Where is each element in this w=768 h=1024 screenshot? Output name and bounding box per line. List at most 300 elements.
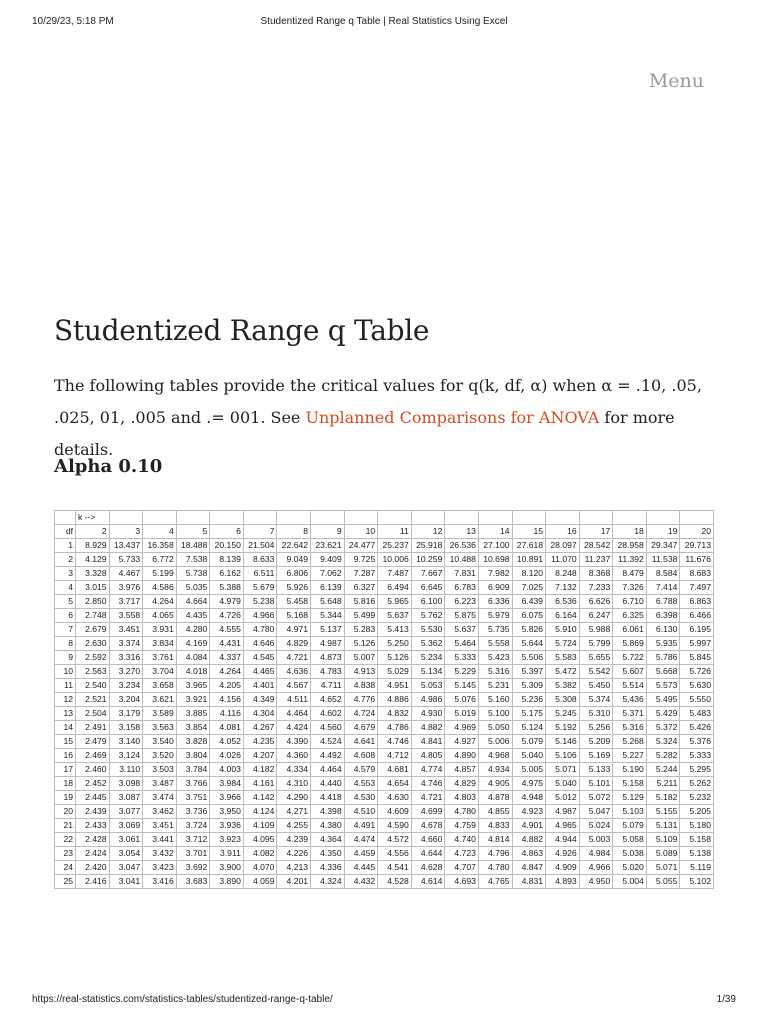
- q-value-cell: 4.560: [311, 721, 345, 735]
- q-value-cell: 3.316: [109, 651, 143, 665]
- unplanned-comparisons-link[interactable]: Unplanned Comparisons for ANOVA: [305, 408, 600, 427]
- q-value-cell: 5.362: [411, 637, 445, 651]
- q-value-cell: 5.583: [546, 651, 580, 665]
- q-value-cell: 4.350: [311, 847, 345, 861]
- table-empty-cell: [277, 511, 311, 525]
- q-value-cell: 9.049: [277, 553, 311, 567]
- k-header-cell: 13: [445, 525, 479, 539]
- q-value-cell: 3.751: [176, 791, 210, 805]
- table-row: [55, 805, 714, 819]
- q-value-cell: 6.247: [579, 609, 613, 623]
- table-row: [55, 581, 714, 595]
- q-value-cell: 3.724: [176, 819, 210, 833]
- q-value-cell: 4.070: [243, 861, 277, 875]
- q-value-cell: 3.717: [109, 595, 143, 609]
- q-value-cell: 4.646: [243, 637, 277, 651]
- q-value-cell: 5.376: [680, 735, 714, 749]
- q-value-cell: 4.693: [445, 875, 479, 889]
- df-cell: 4: [55, 581, 76, 595]
- q-value-cell: 4.968: [478, 749, 512, 763]
- q-value-cell: 11.237: [579, 553, 613, 567]
- q-value-cell: 4.746: [411, 777, 445, 791]
- q-value-cell: 21.504: [243, 539, 277, 553]
- q-value-cell: 4.267: [243, 721, 277, 735]
- table-empty-cell: [546, 511, 580, 525]
- q-value-cell: 4.528: [378, 875, 412, 889]
- q-value-cell: 5.020: [613, 861, 647, 875]
- q-value-cell: 4.572: [378, 833, 412, 847]
- q-value-cell: 3.140: [109, 735, 143, 749]
- q-value-cell: 5.101: [579, 777, 613, 791]
- q-value-cell: 3.328: [76, 567, 110, 581]
- q-value-cell: 4.586: [143, 581, 177, 595]
- q-value-cell: 4.723: [445, 847, 479, 861]
- print-footer: [32, 994, 736, 1010]
- q-value-cell: 4.641: [344, 735, 378, 749]
- q-value-cell: 5.180: [680, 819, 714, 833]
- k-header-cell: 5: [176, 525, 210, 539]
- k-header-cell: 6: [210, 525, 244, 539]
- q-value-cell: 4.740: [445, 833, 479, 847]
- q-value-cell: 5.869: [613, 637, 647, 651]
- q-value-cell: 11.392: [613, 553, 647, 567]
- df-cell: 9: [55, 651, 76, 665]
- q-value-cell: 4.579: [344, 763, 378, 777]
- q-value-cell: 10.698: [478, 553, 512, 567]
- q-value-cell: 4.491: [344, 819, 378, 833]
- q-value-cell: 3.976: [109, 581, 143, 595]
- q-value-cell: 4.349: [243, 693, 277, 707]
- q-value-cell: 4.923: [512, 805, 546, 819]
- q-value-cell: 3.441: [143, 833, 177, 847]
- q-value-cell: 5.988: [579, 623, 613, 637]
- intro-text-before-link: The following tables provide the critical values for q(k, df, α) when α = .10, .05, .025, 01, .005 and .= 001. See: [54, 376, 702, 427]
- q-value-cell: 5.726: [680, 665, 714, 679]
- q-value-cell: 7.132: [546, 581, 580, 595]
- q-value-cell: 5.371: [613, 707, 647, 721]
- table-row: [55, 665, 714, 679]
- q-value-cell: 3.451: [109, 623, 143, 637]
- q-value-cell: 28.958: [613, 539, 647, 553]
- q-value-cell: 4.833: [478, 819, 512, 833]
- table-row: [55, 609, 714, 623]
- q-value-cell: 5.426: [680, 721, 714, 735]
- q-value-cell: 5.124: [512, 721, 546, 735]
- q-value-cell: 4.474: [344, 833, 378, 847]
- q-value-cell: 4.545: [243, 651, 277, 665]
- df-cell: 11: [55, 679, 76, 693]
- q-value-cell: 2.630: [76, 637, 110, 651]
- q-value-cell: 5.231: [478, 679, 512, 693]
- q-value-cell: 11.538: [646, 553, 680, 567]
- q-value-cell: 3.451: [143, 819, 177, 833]
- q-value-cell: 4.609: [378, 805, 412, 819]
- df-cell: 3: [55, 567, 76, 581]
- q-value-cell: 4.628: [411, 861, 445, 875]
- q-value-cell: 5.168: [277, 609, 311, 623]
- q-value-cell: 5.250: [378, 637, 412, 651]
- q-value-cell: 5.816: [344, 595, 378, 609]
- q-value-cell: 4.774: [411, 763, 445, 777]
- q-value-cell: 5.103: [613, 805, 647, 819]
- q-value-cell: 5.530: [411, 623, 445, 637]
- q-value-cell: 6.909: [478, 581, 512, 595]
- k-header-cell: 3: [109, 525, 143, 539]
- q-value-cell: 3.766: [176, 777, 210, 791]
- q-value-cell: 5.413: [378, 623, 412, 637]
- q-value-cell: 4.746: [378, 735, 412, 749]
- q-value-cell: 4.109: [243, 819, 277, 833]
- table-row: [55, 553, 714, 567]
- q-value-cell: 5.436: [613, 693, 647, 707]
- q-value-cell: 4.726: [210, 609, 244, 623]
- q-value-cell: 4.465: [243, 665, 277, 679]
- q-value-cell: 4.161: [243, 777, 277, 791]
- table-row: [55, 637, 714, 651]
- q-value-cell: 4.969: [445, 721, 479, 735]
- q-value-cell: 25.237: [378, 539, 412, 553]
- table-row: [55, 651, 714, 665]
- q-value-cell: 6.164: [546, 609, 580, 623]
- q-value-cell: 2.563: [76, 665, 110, 679]
- q-value-cell: 4.530: [344, 791, 378, 805]
- df-cell: 20: [55, 805, 76, 819]
- q-value-cell: 29.347: [646, 539, 680, 553]
- q-value-cell: 5.397: [512, 665, 546, 679]
- q-value-cell: 5.324: [646, 735, 680, 749]
- q-value-cell: 4.699: [411, 805, 445, 819]
- q-value-cell: 5.333: [680, 749, 714, 763]
- q-value-cell: 4.398: [311, 805, 345, 819]
- q-value-cell: 3.589: [143, 707, 177, 721]
- q-value-cell: 5.573: [646, 679, 680, 693]
- q-value-cell: 5.192: [546, 721, 580, 735]
- q-value-cell: 4.081: [210, 721, 244, 735]
- q-value-cell: 8.929: [76, 539, 110, 553]
- q-value-cell: 3.563: [143, 721, 177, 735]
- q-value-cell: 4.966: [579, 861, 613, 875]
- q-value-cell: 8.120: [512, 567, 546, 581]
- q-value-cell: 5.935: [646, 637, 680, 651]
- q-value-cell: 6.626: [579, 595, 613, 609]
- table-row: [55, 735, 714, 749]
- q-value-cell: 6.863: [680, 595, 714, 609]
- q-value-cell: 3.692: [176, 861, 210, 875]
- q-value-cell: 4.796: [478, 847, 512, 861]
- table-empty-cell: [512, 511, 546, 525]
- q-value-cell: 5.175: [512, 707, 546, 721]
- q-value-cell: 5.655: [579, 651, 613, 665]
- q-value-cell: 4.987: [311, 637, 345, 651]
- q-value-cell: 3.911: [210, 847, 244, 861]
- q-value-cell: 4.614: [411, 875, 445, 889]
- q-value-cell: 3.885: [176, 707, 210, 721]
- q-value-cell: 2.460: [76, 763, 110, 777]
- q-value-cell: 5.050: [478, 721, 512, 735]
- q-value-cell: 5.169: [579, 749, 613, 763]
- q-value-cell: 5.053: [411, 679, 445, 693]
- q-value-cell: 29.713: [680, 539, 714, 553]
- k-header-cell: 15: [512, 525, 546, 539]
- table-row: [55, 707, 714, 721]
- q-value-cell: 4.156: [210, 693, 244, 707]
- print-header: [32, 16, 736, 32]
- q-value-cell: 11.070: [546, 553, 580, 567]
- q-value-cell: 5.035: [176, 581, 210, 595]
- q-value-cell: 6.195: [680, 623, 714, 637]
- q-value-cell: 5.109: [646, 833, 680, 847]
- q-value-cell: 7.326: [613, 581, 647, 595]
- q-value-cell: 2.540: [76, 679, 110, 693]
- q-value-cell: 4.556: [378, 847, 412, 861]
- q-value-cell: 4.510: [344, 805, 378, 819]
- q-value-cell: 22.642: [277, 539, 311, 553]
- q-value-cell: 4.971: [277, 623, 311, 637]
- q-value-cell: 5.762: [411, 609, 445, 623]
- q-value-cell: 4.803: [445, 791, 479, 805]
- q-value-cell: 4.464: [277, 707, 311, 721]
- q-value-cell: 4.905: [478, 777, 512, 791]
- q-value-cell: 18.488: [176, 539, 210, 553]
- section-title-alpha: Alpha 0.10: [54, 456, 163, 477]
- q-value-cell: 4.950: [579, 875, 613, 889]
- q-value-cell: 2.850: [76, 595, 110, 609]
- q-value-cell: 6.162: [210, 567, 244, 581]
- q-value-cell: 4.721: [277, 651, 311, 665]
- q-value-cell: 4.337: [210, 651, 244, 665]
- q-value-cell: 4.424: [277, 721, 311, 735]
- df-cell: 6: [55, 609, 76, 623]
- q-value-cell: 7.982: [478, 567, 512, 581]
- q-value-cell: 4.987: [546, 805, 580, 819]
- q-value-cell: 4.893: [546, 875, 580, 889]
- q-value-cell: 5.158: [613, 777, 647, 791]
- q-value-cell: 5.316: [478, 665, 512, 679]
- q-value-cell: 5.735: [478, 623, 512, 637]
- table-empty-cell: [109, 511, 143, 525]
- q-value-cell: 5.126: [378, 651, 412, 665]
- q-value-cell: 3.558: [109, 609, 143, 623]
- q-value-cell: 4.511: [277, 693, 311, 707]
- q-value-cell: 24.477: [344, 539, 378, 553]
- q-value-cell: 11.676: [680, 553, 714, 567]
- q-value-cell: 8.139: [210, 553, 244, 567]
- q-value-cell: 7.667: [411, 567, 445, 581]
- page-title: Studentized Range q Table: [54, 314, 430, 347]
- q-value-cell: 4.555: [210, 623, 244, 637]
- q-value-cell: 2.433: [76, 819, 110, 833]
- q-value-cell: 3.736: [176, 805, 210, 819]
- print-url: https://real-statistics.com/statistics-tables/studentized-range-q-table/: [32, 994, 333, 1005]
- q-value-cell: 4.310: [277, 777, 311, 791]
- table-empty-cell: [243, 511, 277, 525]
- q-value-cell: 4.324: [311, 875, 345, 889]
- table-row: [55, 679, 714, 693]
- table-empty-cell: [646, 511, 680, 525]
- q-value-cell: 3.423: [143, 861, 177, 875]
- q-value-cell: 5.229: [445, 665, 479, 679]
- q-value-cell: 28.097: [546, 539, 580, 553]
- q-value-cell: 3.204: [109, 693, 143, 707]
- k-header-cell: 12: [411, 525, 445, 539]
- q-value-cell: 4.863: [512, 847, 546, 861]
- q-value-cell: 28.542: [579, 539, 613, 553]
- q-value-cell: 4.065: [143, 609, 177, 623]
- df-cell: 14: [55, 721, 76, 735]
- df-cell: 16: [55, 749, 76, 763]
- k-header-cell: 20: [680, 525, 714, 539]
- q-value-cell: 7.831: [445, 567, 479, 581]
- q-value-cell: 5.006: [478, 735, 512, 749]
- menu-button[interactable]: Menu: [648, 70, 704, 92]
- q-value-cell: 4.553: [344, 777, 378, 791]
- q-value-cell: 5.826: [512, 623, 546, 637]
- df-cell: 25: [55, 875, 76, 889]
- q-value-cell: 6.100: [411, 595, 445, 609]
- q-value-cell: 4.979: [210, 595, 244, 609]
- q-value-cell: 4.226: [277, 847, 311, 861]
- q-value-cell: 5.146: [546, 735, 580, 749]
- q-value-cell: 4.431: [210, 637, 244, 651]
- q-value-cell: 5.316: [613, 721, 647, 735]
- q-value-cell: 4.838: [344, 679, 378, 693]
- q-value-cell: 4.280: [176, 623, 210, 637]
- q-value-cell: 5.845: [680, 651, 714, 665]
- q-value-cell: 4.440: [311, 777, 345, 791]
- table-empty-cell: [478, 511, 512, 525]
- q-value-cell: 4.435: [176, 609, 210, 623]
- print-page-title: Studentized Range q Table | Real Statistics Using Excel: [260, 16, 508, 27]
- q-value-cell: 3.834: [143, 637, 177, 651]
- table-row: [55, 861, 714, 875]
- q-value-cell: 5.055: [646, 875, 680, 889]
- q-value-cell: 3.854: [176, 721, 210, 735]
- q-value-cell: 5.374: [579, 693, 613, 707]
- q-value-cell: 5.040: [546, 777, 580, 791]
- q-value-cell: 5.648: [311, 595, 345, 609]
- q-value-cell: 4.678: [411, 819, 445, 833]
- q-value-cell: 4.608: [344, 749, 378, 763]
- q-value-cell: 7.025: [512, 581, 546, 595]
- k-axis-label: k -->: [76, 511, 110, 525]
- q-value-cell: 9.725: [344, 553, 378, 567]
- q-value-cell: 3.936: [210, 819, 244, 833]
- q-value-cell: 5.786: [646, 651, 680, 665]
- q-value-cell: 4.401: [243, 679, 277, 693]
- q-value-cell: 5.722: [613, 651, 647, 665]
- q-value-cell: 4.765: [478, 875, 512, 889]
- q-value-cell: 6.466: [680, 609, 714, 623]
- q-value-cell: 7.062: [311, 567, 345, 581]
- q-value-cell: 5.450: [579, 679, 613, 693]
- q-value-cell: 4.464: [311, 763, 345, 777]
- q-value-cell: 4.271: [277, 805, 311, 819]
- q-value-cell: 5.019: [445, 707, 479, 721]
- q-value-cell: 4.213: [277, 861, 311, 875]
- q-value-cell: 4.235: [243, 735, 277, 749]
- q-value-cell: 6.130: [646, 623, 680, 637]
- q-value-cell: 3.179: [109, 707, 143, 721]
- q-value-cell: 4.492: [311, 749, 345, 763]
- q-value-cell: 5.003: [579, 833, 613, 847]
- q-value-cell: 4.913: [344, 665, 378, 679]
- q-value-cell: 4.380: [311, 819, 345, 833]
- q-value-cell: 4.264: [210, 665, 244, 679]
- q-value-cell: 4.124: [243, 805, 277, 819]
- q-value-cell: 27.618: [512, 539, 546, 553]
- q-value-cell: 5.965: [378, 595, 412, 609]
- table-empty-cell: [378, 511, 412, 525]
- q-value-cell: 5.245: [546, 707, 580, 721]
- df-cell: 19: [55, 791, 76, 805]
- q-value-cell: 5.106: [546, 749, 580, 763]
- q-value-cell: 6.772: [143, 553, 177, 567]
- q-value-cell: 5.679: [243, 581, 277, 595]
- q-value-cell: 4.418: [311, 791, 345, 805]
- q-value-cell: 5.630: [680, 679, 714, 693]
- q-value-cell: 4.780: [243, 623, 277, 637]
- q-value-cell: 4.882: [512, 833, 546, 847]
- q-value-cell: 5.209: [579, 735, 613, 749]
- df-cell: 8: [55, 637, 76, 651]
- q-value-cell: 4.832: [378, 707, 412, 721]
- q-value-cell: 5.244: [646, 763, 680, 777]
- q-value-cell: 3.374: [109, 637, 143, 651]
- q-value-cell: 5.038: [613, 847, 647, 861]
- table-empty-cell: [680, 511, 714, 525]
- q-value-cell: 5.637: [445, 623, 479, 637]
- q-value-cell: 4.724: [344, 707, 378, 721]
- q-value-cell: 5.160: [478, 693, 512, 707]
- q-value-cell: 25.918: [411, 539, 445, 553]
- q-value-cell: 3.234: [109, 679, 143, 693]
- q-value-cell: 4.901: [512, 819, 546, 833]
- q-value-cell: 6.783: [445, 581, 479, 595]
- table-row: [55, 833, 714, 847]
- q-value-cell: 5.071: [546, 763, 580, 777]
- q-value-cell: 5.058: [613, 833, 647, 847]
- q-value-cell: 4.432: [344, 875, 378, 889]
- q-value-cell: 5.262: [680, 777, 714, 791]
- q-value-cell: 5.072: [579, 791, 613, 805]
- q-value-cell: 5.506: [512, 651, 546, 665]
- table-row: [55, 539, 714, 553]
- df-cell: 13: [55, 707, 76, 721]
- table-empty-cell: [613, 511, 647, 525]
- q-value-cell: 6.439: [512, 595, 546, 609]
- q-value-cell: 5.668: [646, 665, 680, 679]
- q-value-cell: 4.095: [243, 833, 277, 847]
- q-value-cell: 4.951: [378, 679, 412, 693]
- q-value-cell: 4.304: [243, 707, 277, 721]
- q-value-cell: 7.497: [680, 581, 714, 595]
- q-value-cell: 7.538: [176, 553, 210, 567]
- q-table-container: [54, 510, 714, 910]
- q-value-cell: 2.491: [76, 721, 110, 735]
- q-value-cell: 2.424: [76, 847, 110, 861]
- q-value-cell: 5.100: [478, 707, 512, 721]
- k-header-cell: 14: [478, 525, 512, 539]
- q-value-cell: 4.182: [243, 763, 277, 777]
- q-value-cell: 3.474: [143, 791, 177, 805]
- q-value-cell: 27.100: [478, 539, 512, 553]
- k-header-cell: 16: [546, 525, 580, 539]
- q-value-cell: 3.923: [210, 833, 244, 847]
- q-value-cell: 4.831: [512, 875, 546, 889]
- q-value-cell: 13.437: [109, 539, 143, 553]
- q-value-cell: 4.805: [411, 749, 445, 763]
- q-value-cell: 5.333: [445, 651, 479, 665]
